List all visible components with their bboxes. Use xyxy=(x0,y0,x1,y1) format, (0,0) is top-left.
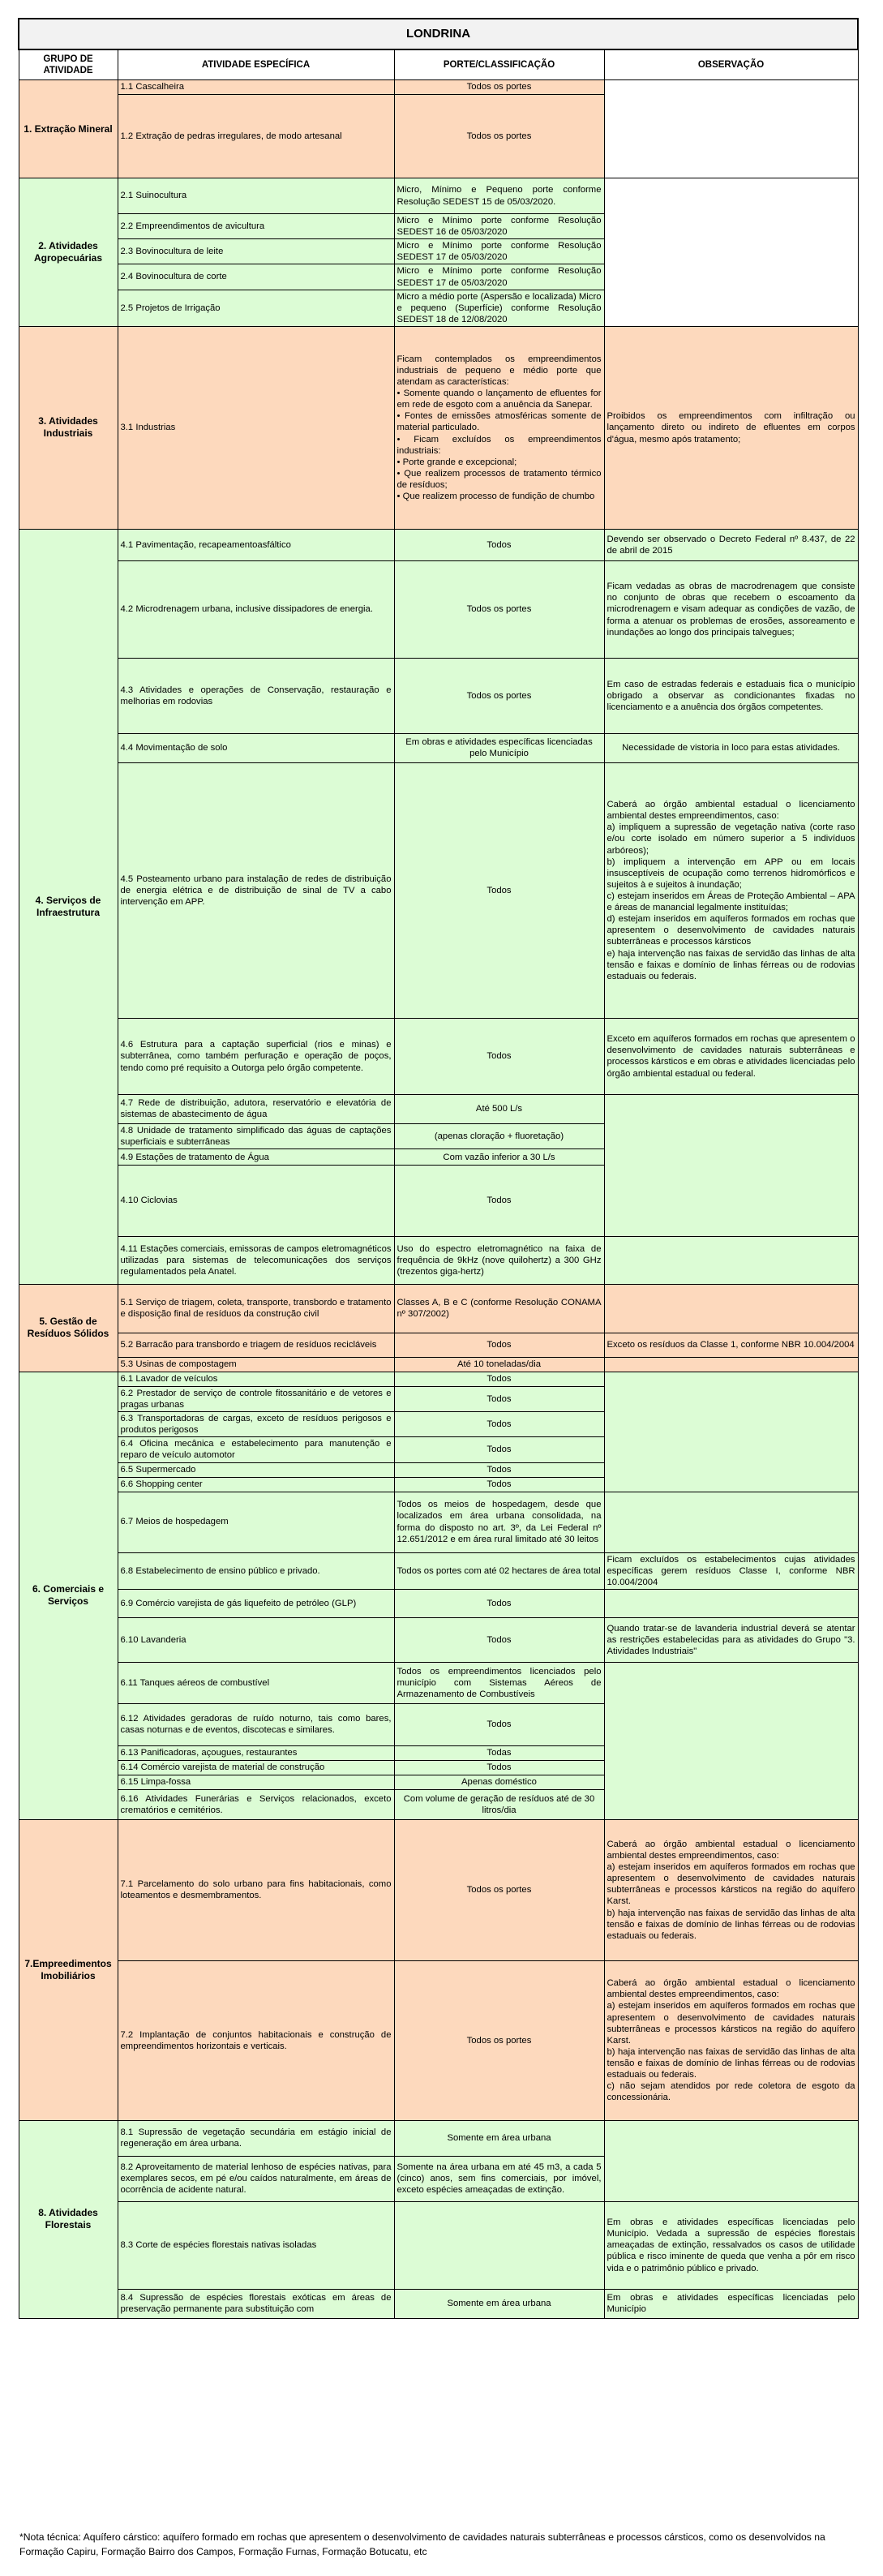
activity-cell: 4.6 Estrutura para a captação superficial (rios e minas) e subterrânea, como também perfuração e operação de poços, tendo como pré requisito a Outorga pelo órgão competente. xyxy=(118,1018,394,1094)
activity-cell: 4.4 Movimentação de solo xyxy=(118,733,394,762)
group-name: 2. Atividades Agropecuárias xyxy=(19,178,118,327)
table-row xyxy=(19,2289,858,2318)
activity-cell: 5.2 Barracão para transbordo e triagem de resíduos recicláveis xyxy=(118,1333,394,1357)
observation-cell: Em caso de estradas federais e estaduais fica o município obrigado a observar as condicionantes fixadas no licenciamento e a anuência dos órgãos competentes. xyxy=(604,658,858,733)
porte-cell: Classes A, B e C (conforme Resolução CONAMA nº 307/2002) xyxy=(394,1284,604,1333)
footnote: *Nota técnica: Aquífero cárstico: aquífero formado em rochas que apresentem o desenvolvimento de cavidades naturais subterrâneas e processos cársticos, como os desenvolvidos na Formação Capiru, Formação Bairro dos Campos, Formação Furnas, Formação Botucatu, etc xyxy=(19,2531,825,2557)
activity-cell: 2.4 Bovinocultura de corte xyxy=(118,264,394,290)
group-name: 1. Extração Mineral xyxy=(19,80,118,178)
activity-cell: 2.3 Bovinocultura de leite xyxy=(118,239,394,264)
porte-cell: Todos os portes xyxy=(394,560,604,658)
activity-cell: 4.2 Microdrenagem urbana, inclusive dissipadores de energia. xyxy=(118,560,394,658)
porte-cell: Todos os portes xyxy=(394,80,604,95)
group-name: 8. Atividades Florestais xyxy=(19,2120,118,2318)
activity-cell: 7.1 Parcelamento do solo urbano para fins habitacionais, como loteamentos e desmembramentos. xyxy=(118,1819,394,1960)
activity-cell: 2.1 Suinocultura xyxy=(118,178,394,214)
porte-cell: Com vazão inferior a 30 L/s xyxy=(394,1149,604,1166)
porte-cell: Todos xyxy=(394,1018,604,1094)
header-observacao: OBSERVAÇÃO xyxy=(604,49,858,80)
observation-cell: Quando tratar-se de lavanderia industrial deverá se atentar as restrições estabelecidas para as atividades do Grupo "3. Atividades Industriais" xyxy=(604,1617,858,1662)
group-name: 6. Comerciais e Serviços xyxy=(19,1372,118,1819)
porte-cell: Micro, Mínimo e Pequeno porte conforme Resolução SEDEST 15 de 05/03/2020. xyxy=(394,178,604,214)
activity-cell: 6.14 Comércio varejista de material de construção xyxy=(118,1760,394,1775)
activity-cell: 2.5 Projetos de Irrigação xyxy=(118,290,394,326)
porte-cell: Todos os meios de hospedagem, desde que localizados em área urbana consolidada, na forma do disposto no art. 3º, da Lei Federal nº 12.651/2012 e em área rural limitado até 30 leitos xyxy=(394,1492,604,1552)
activity-cell: 4.7 Rede de distribuição, adutora, reservatório e elevatória de sistemas de abastecimento de água xyxy=(118,1094,394,1123)
activity-cell: 1.1 Cascalheira xyxy=(118,80,394,95)
table-row xyxy=(19,733,858,762)
porte-cell: Todos os empreendimentos licenciados pelo município com Sistemas Aéreos de Armazenamento de Combustíveis xyxy=(394,1662,604,1703)
observation-cell xyxy=(604,1094,858,1236)
porte-cell: Todos os portes xyxy=(394,1960,604,2120)
activity-cell: 6.16 Atividades Funerárias e Serviços relacionados, exceto crematórios e cemitérios. xyxy=(118,1789,394,1819)
table-row xyxy=(19,2201,858,2289)
porte-cell: Todos xyxy=(394,1372,604,1386)
porte-cell: Uso do espectro eletromagnético na faixa de frequência de 9kHz (nove quilohertz) a 300 GHz (trezentos giga-hertz) xyxy=(394,1236,604,1284)
activity-cell: 3.1 Industrias xyxy=(118,326,394,529)
observation-cell xyxy=(604,1284,858,1333)
table-row xyxy=(19,326,858,529)
activity-cell: 6.7 Meios de hospedagem xyxy=(118,1492,394,1552)
observation-cell: Em obras e atividades específicas licenciadas pelo Município xyxy=(604,2289,858,2318)
activity-cell: 5.3 Usinas de compostagem xyxy=(118,1357,394,1372)
porte-cell: Micro e Mínimo porte conforme Resolução SEDEST 17 de 05/03/2020 xyxy=(394,239,604,264)
activity-cell: 6.2 Prestador de serviço de controle fitossanitário e de vetores e pragas urbanas xyxy=(118,1386,394,1411)
porte-cell: Todas xyxy=(394,1745,604,1760)
activity-cell: 4.8 Unidade de tratamento simplificado das águas de captações superficiais e subterrâneas xyxy=(118,1123,394,1148)
activity-cell: 8.3 Corte de espécies florestais nativas isoladas xyxy=(118,2201,394,2289)
porte-cell: Todos xyxy=(394,1437,604,1462)
activity-cell: 8.1 Supressão de vegetação secundária em estágio inicial de regeneração em área urbana. xyxy=(118,2120,394,2156)
table-row xyxy=(19,762,858,1018)
observation-cell: Exceto os resíduos da Classe 1, conforme NBR 10.004/2004 xyxy=(604,1333,858,1357)
activity-cell: 6.5 Supermercado xyxy=(118,1462,394,1477)
table-row xyxy=(19,1662,858,1703)
activity-cell: 4.5 Posteamento urbano para instalação de redes de distribuição de energia elétrica e de distribuição de sinal de TV a cabo intervenção em APP. xyxy=(118,762,394,1018)
porte-cell: Todos xyxy=(394,1412,604,1437)
activity-cell: 6.13 Panificadoras, açougues, restaurantes xyxy=(118,1745,394,1760)
table-row xyxy=(19,658,858,733)
table-row xyxy=(19,1960,858,2120)
porte-cell: Com volume de geração de resíduos até de 30 litros/dia xyxy=(394,1789,604,1819)
porte-cell: Até 10 toneladas/dia xyxy=(394,1357,604,1372)
porte-cell: Todos xyxy=(394,1589,604,1617)
porte-cell: Todos xyxy=(394,1617,604,1662)
activity-cell: 4.11 Estações comerciais, emissoras de campos eletromagnéticos utilizadas para sistemas de telecomunicações dos serviços regulamentados pela Anatel. xyxy=(118,1236,394,1284)
activity-cell: 1.2 Extração de pedras irregulares, de modo artesanal xyxy=(118,95,394,178)
activity-cell: 6.4 Oficina mecânica e estabelecimento para manutenção e reparo de veículo automotor xyxy=(118,1437,394,1462)
observation-cell xyxy=(604,1236,858,1284)
porte-cell: Todos xyxy=(394,1333,604,1357)
observation-cell: Proibidos os empreendimentos com infiltração ou lançamento direto ou indireto de efluentes em corpos d'água, mesmo após tratamento; xyxy=(604,326,858,529)
observation-cell: Devendo ser observado o Decreto Federal nº 8.437, de 22 de abril de 2015 xyxy=(604,529,858,560)
observation-cell xyxy=(604,1357,858,1372)
activities-table xyxy=(18,18,859,2319)
activity-cell: 4.1 Pavimentação, recapeamentoasfáltico xyxy=(118,529,394,560)
observation-cell: Exceto em aquíferos formados em rochas que apresentem o desenvolvimento de cavidades naturais subterrâneas e processos kársticos e em obras e atividades licenciadas pelo órgão ambiental estadual ou federal. xyxy=(604,1018,858,1094)
porte-cell: Todos xyxy=(394,529,604,560)
table-row xyxy=(19,560,858,658)
porte-cell: Todos os portes xyxy=(394,658,604,733)
porte-cell: Todos os portes xyxy=(394,1819,604,1960)
table-body xyxy=(19,80,858,2319)
porte-cell xyxy=(394,2201,604,2289)
header-porte: PORTE/CLASSIFICAÇÃO xyxy=(394,49,604,80)
activity-cell: 8.4 Supressão de espécies florestais exóticas em áreas de preservação permanente para substituição com xyxy=(118,2289,394,2318)
activity-cell: 6.3 Transportadoras de cargas, exceto de resíduos perigosos e produtos perigosos xyxy=(118,1412,394,1437)
group-name: 7.Empreedimentos Imobiliários xyxy=(19,1819,118,2120)
table-row xyxy=(19,1236,858,1284)
observation-cell: Ficam vedadas as obras de macrodrenagem que consiste no conjunto de obras que recebem o escoamento da microdrenagem e visam adequar as condições de vazão, de forma a atenuar os problemas de erosões, assoreamento e inundações ao longo dos principais talvegues; xyxy=(604,560,858,658)
observation-cell: Caberá ao órgão ambiental estadual o licenciamento ambiental destes empreendimentos, caso: a) estejam inseridos em aquíferos formados em rochas que apresentem o desenvolvimento de cavidades naturais subterrâneas e processos kársticos na região do aquífero Karst. b) haja intervenção nas faixas de servidão das linhas de alta tensão e faixas de domínio de linhas férreas ou de rodovias estaduais ou federais. c) não sejam atendidos por rede coletora de esgoto da concessionária. xyxy=(604,1960,858,2120)
porte-cell: Todos xyxy=(394,1462,604,1477)
header-atividade: ATIVIDADE ESPECÍFICA xyxy=(118,49,394,80)
table-row xyxy=(19,1552,858,1589)
porte-cell: Ficam contemplados os empreendimentos industriais de pequeno e médio porte que atendam as características: • Somente quando o lançamento de efluentes for em rede de esgoto com a anuência da Sanepar. • Fontes de emissões atmosféricas somente de material particulado. • Ficam excluídos os empreendimentos industriais: • Porte grande e excepcional; • Que realizem processos de tratamento térmico de resíduos; • Que realizem processo de fundição de chumbo xyxy=(394,326,604,529)
observation-cell xyxy=(604,80,858,178)
table-row xyxy=(19,1492,858,1552)
porte-cell: Somente em área urbana xyxy=(394,2289,604,2318)
porte-cell: Todos xyxy=(394,1703,604,1745)
observation-cell: Caberá ao órgão ambiental estadual o licenciamento ambiental destes empreendimentos, caso: a) estejam inseridos em aquíferos formados em rochas que apresentem o desenvolvimento de cavidades naturais subterrâneas e processos kársticos na região do aquífero Karst. b) haja intervenção nas faixas de servidão das linhas de alta tensão e faixas de domínio de linhas férreas ou de rodovias estaduais ou federais. xyxy=(604,1819,858,1960)
table-row xyxy=(19,1357,858,1372)
porte-cell: Todos os portes xyxy=(394,95,604,178)
activity-cell: 4.3 Atividades e operações de Conservação, restauração e melhorias em rodovias xyxy=(118,658,394,733)
table-row xyxy=(19,1819,858,1960)
table-row xyxy=(19,1617,858,1662)
header-grupo: GRUPO DE ATIVIDADE xyxy=(19,49,118,80)
activity-cell: 6.12 Atividades geradoras de ruído noturno, tais como bares, casas noturnas e de eventos, discotecas e similares. xyxy=(118,1703,394,1745)
porte-cell: Em obras e atividades específicas licenciadas pelo Município xyxy=(394,733,604,762)
observation-cell xyxy=(604,1589,858,1617)
table-row xyxy=(19,1372,858,1386)
porte-cell: Todos xyxy=(394,1760,604,1775)
observation-cell: Ficam excluídos os estabelecimentos cujas atividades específicas gerem resíduos Classe I, conforme NBR 10.004/2004 xyxy=(604,1552,858,1589)
observation-cell xyxy=(604,1492,858,1552)
activity-cell: 6.1 Lavador de veículos xyxy=(118,1372,394,1386)
observation-cell xyxy=(604,2120,858,2201)
porte-cell: Somente na área urbana em até 45 m3, a cada 5 (cinco) anos, sem fins comerciais, por imóvel, exceto espécies ameaçadas de extinção. xyxy=(394,2156,604,2201)
porte-cell: Micro a médio porte (Aspersão e localizada) Micro e pequeno (Superfície) conforme Resolução SEDEST 18 de 12/08/2020 xyxy=(394,290,604,326)
licensing-sheet xyxy=(18,18,857,2319)
porte-cell: Todos xyxy=(394,762,604,1018)
group-name: 3. Atividades Industriais xyxy=(19,326,118,529)
activity-cell: 6.10 Lavanderia xyxy=(118,1617,394,1662)
table-row xyxy=(19,2120,858,2156)
porte-cell: Até 500 L/s xyxy=(394,1094,604,1123)
porte-cell: Somente em área urbana xyxy=(394,2120,604,2156)
activity-cell: 8.2 Aproveitamento de material lenhoso de espécies nativas, para exemplares secos, em pé e/ou caídos naturalmente, em áreas de ocorrência de acidente natural. xyxy=(118,2156,394,2201)
activity-cell: 4.10 Ciclovias xyxy=(118,1166,394,1237)
table-row xyxy=(19,178,858,214)
observation-cell xyxy=(604,1372,858,1492)
observation-cell: Em obras e atividades específicas licenciadas pelo Município. Vedada a supressão de espécies florestais ameaçadas de extinção, ressalvados os casos de utilidade pública e risco iminente de queda que venha a pôr em risco vida e o patrimônio público e privado. xyxy=(604,2201,858,2289)
activity-cell: 4.9 Estações de tratamento de Água xyxy=(118,1149,394,1166)
observation-cell xyxy=(604,178,858,327)
activity-cell: 6.11 Tanques aéreos de combustível xyxy=(118,1662,394,1703)
activity-cell: 6.15 Limpa-fossa xyxy=(118,1775,394,1789)
table-row xyxy=(19,1018,858,1094)
porte-cell: Micro e Mínimo porte conforme Resolução SEDEST 17 de 05/03/2020 xyxy=(394,264,604,290)
activity-cell: 5.1 Serviço de triagem, coleta, transporte, transbordo e tratamento e disposição final de resíduos da construção civil xyxy=(118,1284,394,1333)
activity-cell: 6.6 Shopping center xyxy=(118,1477,394,1492)
table-row xyxy=(19,1333,858,1357)
porte-cell: Todos xyxy=(394,1386,604,1411)
porte-cell: Todos os portes com até 02 hectares de área total xyxy=(394,1552,604,1589)
group-name: 4. Serviços de Infraestrutura xyxy=(19,529,118,1284)
table-row xyxy=(19,1589,858,1617)
observation-cell: Caberá ao órgão ambiental estadual o licenciamento ambiental destes empreendimentos, caso: a) impliquem a supressão de vegetação nativa (corte raso e/ou corte isolado em número superior a 5 indivíduos arbóreos); b) impliquem a intervenção em APP ou em locais insusceptíveis de ocupação como terrenos hidromórficos e sujeitos à e sujeitos à inundação; c) estejam inseridos em Áreas de Proteção Ambiental – APA e áreas de manancial legalmente instituídas; d) estejam inseridos em aquíferos formados em rochas que apresentem o desenvolvimento de cavidades naturais subterrâneas e processos kársticos e) haja intervenção nas faixas de servidão das linhas de alta tensão e faixas e domínio de linhas férreas ou de rodovias estaduais ou federais. xyxy=(604,762,858,1018)
page-title: LONDRINA xyxy=(19,19,858,49)
activity-cell: 6.8 Estabelecimento de ensino público e privado. xyxy=(118,1552,394,1589)
observation-cell xyxy=(604,1662,858,1819)
porte-cell: Todos xyxy=(394,1477,604,1492)
group-name: 5. Gestão de Resíduos Sólidos xyxy=(19,1284,118,1372)
table-row xyxy=(19,529,858,560)
activity-cell: 2.2 Empreendimentos de avicultura xyxy=(118,214,394,239)
porte-cell: Todos xyxy=(394,1166,604,1237)
porte-cell: (apenas cloração + fluoretação) xyxy=(394,1123,604,1148)
activity-cell: 7.2 Implantação de conjuntos habitacionais e construção de empreendimentos horizontais e verticais. xyxy=(118,1960,394,2120)
table-row xyxy=(19,80,858,95)
table-row xyxy=(19,1094,858,1123)
table-row xyxy=(19,1284,858,1333)
activity-cell: 6.9 Comércio varejista de gás liquefeito de petróleo (GLP) xyxy=(118,1589,394,1617)
observation-cell: Necessidade de vistoria in loco para estas atividades. xyxy=(604,733,858,762)
porte-cell: Apenas doméstico xyxy=(394,1775,604,1789)
porte-cell: Micro e Mínimo porte conforme Resolução SEDEST 16 de 05/03/2020 xyxy=(394,214,604,239)
